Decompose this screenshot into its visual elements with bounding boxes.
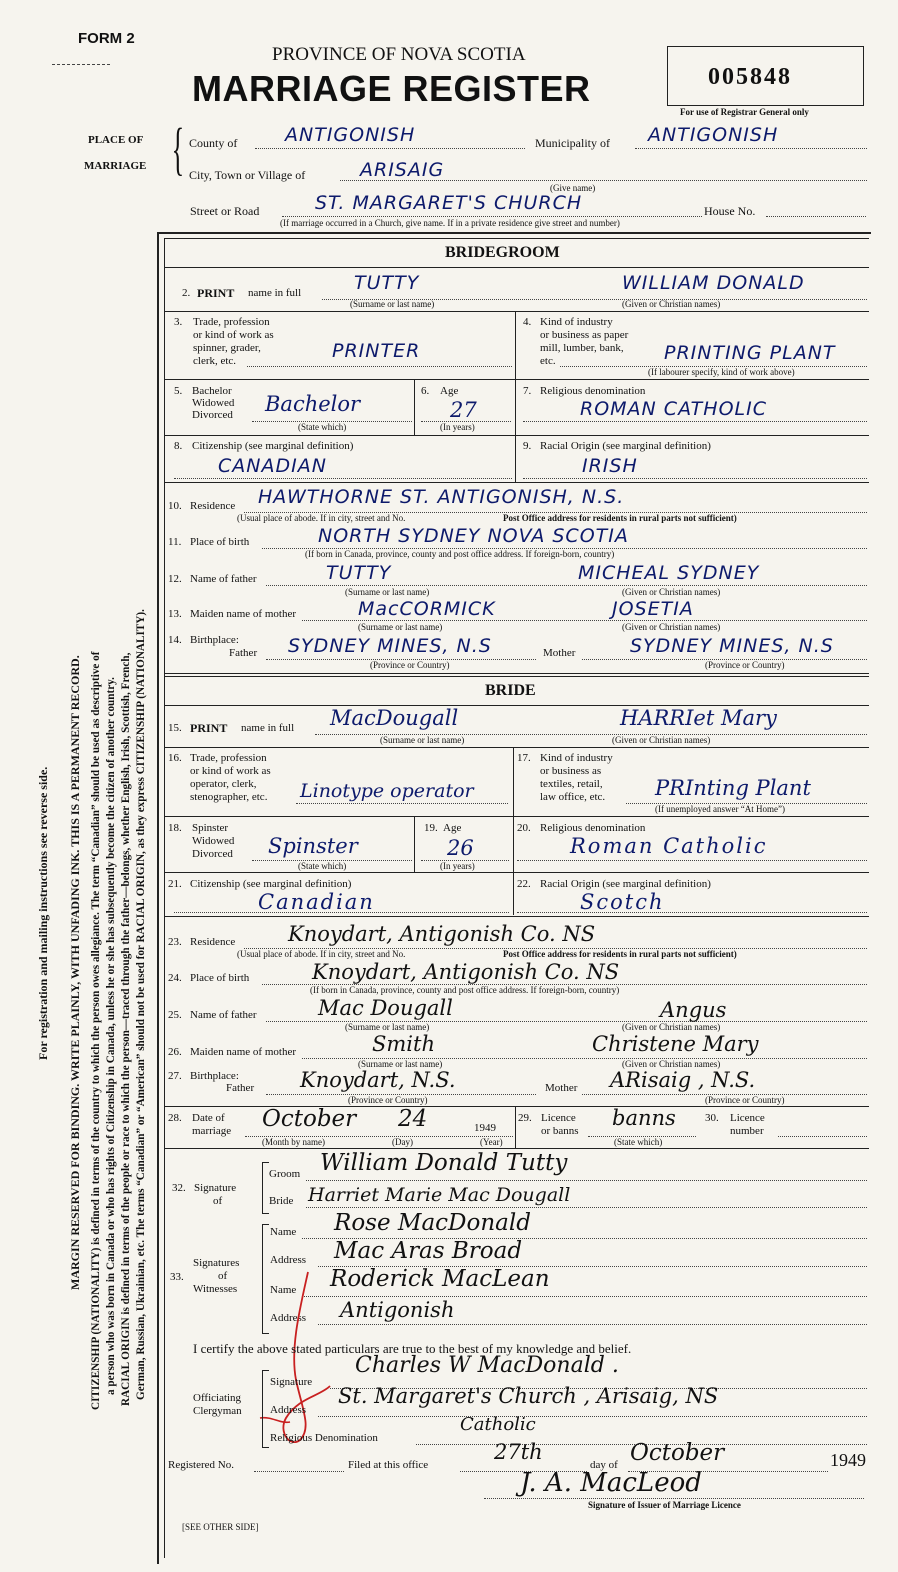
bride-given-names: HARRIet Mary bbox=[620, 706, 777, 730]
field-29-l2: or banns bbox=[541, 1125, 579, 1137]
groom-father-surname-caption: (Surname or last name) bbox=[345, 587, 430, 597]
field-12-label: Name of father bbox=[190, 573, 257, 585]
registrar-note: For use of Registrar General only bbox=[680, 107, 809, 117]
groom-residence: HAWTHORNE ST. ANTIGONISH, N.S. bbox=[258, 486, 625, 508]
bride-mother-given-caption: (Given or Christian names) bbox=[622, 1059, 721, 1069]
city-label: City, Town or Village of bbox=[189, 168, 306, 182]
certification-text: I certify the above stated particulars are true to the best of my knowledge and belief. bbox=[193, 1341, 632, 1356]
bride-birthplace-caption: (If born in Canada, province, county and post office address. If foreign-born, country) bbox=[310, 985, 620, 995]
bride-mother-surname-caption: (Surname or last name) bbox=[358, 1059, 443, 1069]
field-8-label: Citizenship (see marginal definition) bbox=[192, 440, 354, 452]
filed-year: 1949 bbox=[830, 1450, 866, 1470]
field-12-num: 12. bbox=[168, 573, 182, 585]
field-8-num: 8. bbox=[174, 440, 183, 452]
field-20-label: Religious denomination bbox=[540, 822, 646, 834]
field-5-l2: Widowed bbox=[192, 397, 235, 409]
groom-citizenship: CANADIAN bbox=[218, 455, 327, 477]
witness-2-name: Roderick MacLean bbox=[330, 1266, 550, 1292]
field-17-l3: textiles, retail, bbox=[540, 778, 603, 790]
field-30-num: 30. bbox=[705, 1112, 719, 1124]
margin-line-3: CITIZENSHIP (NATIONALITY) is defined in terms of the country to which the person owes allegiance. The term “Canadian” should be used as descriptive of bbox=[90, 651, 102, 1410]
register-number: 005848 bbox=[708, 64, 792, 90]
month-caption: (Month by name) bbox=[262, 1137, 325, 1147]
margin-line-1: For registration and mailing instructions see reverse side. bbox=[36, 766, 50, 1060]
field-4-l2: or business as paper bbox=[540, 329, 629, 341]
groom-status-caption: (State which) bbox=[298, 422, 347, 432]
field-3-l1: Trade, profession bbox=[193, 316, 270, 328]
field-22-label: Racial Origin (see marginal definition) bbox=[540, 878, 711, 890]
groom-racial-origin: IRISH bbox=[582, 455, 638, 477]
field-27-l2: Father bbox=[226, 1082, 255, 1094]
field-28-num: 28. bbox=[168, 1112, 182, 1124]
field-19-label: Age bbox=[443, 822, 462, 834]
marriage-year: 1949 bbox=[474, 1122, 496, 1134]
day-caption: (Day) bbox=[392, 1137, 413, 1147]
groom-birthplace: NORTH SYDNEY NOVA SCOTIA bbox=[318, 525, 629, 547]
field-28-l2: marriage bbox=[192, 1125, 232, 1137]
groom-mother-given: JOSETIA bbox=[612, 598, 694, 620]
witness-1-name-label: Name bbox=[270, 1226, 297, 1238]
field-21-label: Citizenship (see marginal definition) bbox=[190, 878, 352, 890]
field-16-num: 16. bbox=[168, 752, 182, 764]
field-14-l1: Birthplace: bbox=[190, 634, 239, 646]
field-3-l3: spinner, grader, bbox=[193, 342, 261, 354]
field-4-num: 4. bbox=[523, 316, 532, 328]
groom-given-names: WILLIAM DONALD bbox=[622, 272, 805, 294]
licence-or-banns: banns bbox=[612, 1106, 676, 1130]
issuer-signature: J. A. MacLeod bbox=[520, 1468, 702, 1498]
county-value: ANTIGONISH bbox=[285, 124, 416, 146]
bride-mother-birthplace: ARisaig , N.S. bbox=[610, 1068, 756, 1092]
bride-age: 26 bbox=[447, 836, 474, 860]
field-27-num: 27. bbox=[168, 1070, 182, 1082]
groom-residence-caption-1: (Usual place of abode. If in city, street and No. bbox=[237, 513, 406, 523]
bride-trade: Linotype operator bbox=[300, 780, 474, 802]
field-7-label: Religious denomination bbox=[540, 385, 646, 397]
field-26-num: 26. bbox=[168, 1046, 182, 1058]
registered-no-label: Registered No. bbox=[168, 1459, 234, 1471]
groom-father-birth-caption: (Province or Country) bbox=[370, 660, 450, 670]
field-17-l2: or business as bbox=[540, 765, 602, 777]
field-5-l1: Bachelor bbox=[192, 385, 232, 397]
field-15-label: name in full bbox=[241, 722, 295, 734]
field-14-l2: Father bbox=[229, 647, 258, 659]
field-2-print: PRINT bbox=[197, 286, 235, 300]
field-20-num: 20. bbox=[517, 822, 531, 834]
bride-industry-caption: (If unemployed answer “At Home”) bbox=[655, 804, 785, 814]
groom-age-caption: (In years) bbox=[440, 422, 475, 432]
field-33-l2: of bbox=[218, 1270, 228, 1282]
bride-age-caption: (In years) bbox=[440, 861, 475, 871]
bride-given-caption: (Given or Christian names) bbox=[612, 735, 711, 745]
bride-father-birth-caption: (Province or Country) bbox=[348, 1095, 428, 1105]
witness-2-name-label: Name bbox=[270, 1284, 297, 1296]
field-13-num: 13. bbox=[168, 608, 182, 620]
bride-mother-label: Mother bbox=[545, 1082, 578, 1094]
marriage-month: October bbox=[262, 1106, 357, 1132]
field-28-l1: Date of bbox=[192, 1112, 225, 1124]
issuer-caption: Signature of Issuer of Marriage Licence bbox=[588, 1500, 741, 1510]
field-7-num: 7. bbox=[523, 385, 532, 397]
groom-industry: PRINTING PLANT bbox=[664, 342, 836, 364]
field-17-l1: Kind of industry bbox=[540, 752, 613, 764]
groom-age: 27 bbox=[450, 398, 477, 422]
field-9-label: Racial Origin (see marginal definition) bbox=[540, 440, 711, 452]
field-24-label: Place of birth bbox=[190, 972, 250, 984]
groom-surname: TUTTY bbox=[354, 272, 420, 294]
field-13-label: Maiden name of mother bbox=[190, 608, 296, 620]
groom-surname-caption: (Surname or last name) bbox=[350, 299, 435, 309]
witness-2-address-label: Address bbox=[270, 1312, 307, 1324]
filed-label: Filed at this office bbox=[348, 1459, 429, 1471]
bride-residence-caption-2: Post Office address for residents in rural parts not sufficient) bbox=[503, 949, 737, 959]
bride-father-surname-caption: (Surname or last name) bbox=[345, 1022, 430, 1032]
bride-mother-birth-caption: (Province or Country) bbox=[705, 1095, 785, 1105]
field-4-l1: Kind of industry bbox=[540, 316, 613, 328]
field-32-num: 32. bbox=[172, 1182, 186, 1194]
clergy-signature-label: Signature bbox=[270, 1376, 313, 1388]
field-16-l2: or kind of work as bbox=[190, 765, 271, 777]
street-note: (If marriage occurred in a Church, give name. If in a private residence give street and number) bbox=[280, 218, 620, 228]
bride-surname-caption: (Surname or last name) bbox=[380, 735, 465, 745]
field-29-l1: Licence bbox=[541, 1112, 576, 1124]
municipality-label: Municipality of bbox=[535, 136, 610, 150]
groom-industry-caption: (If labourer specify, kind of work above) bbox=[648, 367, 795, 377]
clergy-address: St. Margaret's Church , Arisaig, NS bbox=[338, 1384, 719, 1408]
field-18-l1: Spinster bbox=[192, 822, 229, 834]
bride-father-birthplace: Knoydart, N.S. bbox=[300, 1068, 456, 1092]
groom-status: Bachelor bbox=[265, 392, 361, 416]
bride-father-given: Angus bbox=[660, 998, 727, 1022]
bride-signature-label: Bride bbox=[269, 1195, 294, 1207]
field-30-l1: Licence bbox=[730, 1112, 765, 1124]
groom-given-caption: (Given or Christian names) bbox=[622, 299, 721, 309]
field-16-l4: stenographer, etc. bbox=[190, 791, 268, 803]
licence-state-caption: (State which) bbox=[614, 1137, 663, 1147]
field-10-num: 10. bbox=[168, 500, 182, 512]
see-other-side: [SEE OTHER SIDE] bbox=[182, 1522, 259, 1532]
field-2-label: name in full bbox=[248, 287, 302, 299]
groom-father-surname: TUTTY bbox=[326, 562, 392, 584]
field-23-num: 23. bbox=[168, 936, 182, 948]
county-label: County of bbox=[189, 136, 238, 150]
bride-status-caption: (State which) bbox=[298, 861, 347, 871]
groom-trade: PRINTER bbox=[332, 340, 421, 362]
street-label: Street or Road bbox=[190, 204, 260, 218]
bride-father-given-caption: (Given or Christian names) bbox=[622, 1022, 721, 1032]
field-33-num: 33. bbox=[170, 1271, 184, 1283]
binding-hole-mark bbox=[52, 64, 110, 65]
clergy-bracket bbox=[262, 1370, 269, 1448]
field-14-num: 14. bbox=[168, 634, 182, 646]
field-10-label: Residence bbox=[190, 500, 236, 512]
field-23-label: Residence bbox=[190, 936, 236, 948]
street-value: ST. MARGARET'S CHURCH bbox=[315, 192, 583, 214]
field-18-l3: Divorced bbox=[192, 848, 233, 860]
groom-signature: William Donald Tutty bbox=[320, 1150, 568, 1176]
groom-father-given-caption: (Given or Christian names) bbox=[622, 587, 721, 597]
field-33-l1: Signatures bbox=[193, 1257, 240, 1269]
groom-father-birthplace: SYDNEY MINES, N.S bbox=[288, 635, 492, 657]
field-18-num: 18. bbox=[168, 822, 182, 834]
bride-surname: MacDougall bbox=[330, 706, 459, 730]
bride-citizenship: Canadian bbox=[258, 890, 375, 914]
groom-mother-label: Mother bbox=[543, 647, 576, 659]
field-32-l2: of bbox=[213, 1195, 223, 1207]
groom-mother-surname: MacCORMICK bbox=[358, 598, 496, 620]
groom-birthplace-caption: (If born in Canada, province, county and post office address. If foreign-born, country) bbox=[305, 549, 615, 559]
field-3-num: 3. bbox=[174, 316, 183, 328]
house-no-label: House No. bbox=[704, 204, 756, 218]
margin-line-2: MARGIN RESERVED FOR BINDING. WRITE PLAINLY, WITH UNFADING INK. THIS IS A PERMANENT RECORD. bbox=[68, 655, 82, 1290]
bride-mother-surname: Smith bbox=[372, 1032, 435, 1056]
bride-mother-given: Christene Mary bbox=[592, 1032, 759, 1056]
field-6-num: 6. bbox=[421, 385, 430, 397]
witness-1-name: Rose MacDonald bbox=[334, 1210, 531, 1236]
marriage-day: 24 bbox=[398, 1106, 428, 1132]
bride-residence-caption-1: (Usual place of abode. If in city, street and No. bbox=[237, 949, 406, 959]
place-of-label: PLACE OF bbox=[88, 134, 144, 146]
province-heading: PROVINCE OF NOVA SCOTIA bbox=[272, 44, 526, 65]
page-title: MARRIAGE REGISTER bbox=[192, 68, 591, 109]
groom-father-given: MICHEAL SYDNEY bbox=[578, 562, 760, 584]
bride-status: Spinster bbox=[268, 834, 358, 858]
bride-signature: Harriet Marie Mac Dougall bbox=[308, 1184, 571, 1206]
filed-day: 27th bbox=[494, 1440, 543, 1464]
field-32-l1: Signature bbox=[194, 1182, 237, 1194]
groom-religion: ROMAN CATHOLIC bbox=[580, 398, 767, 420]
field-4-l4: etc. bbox=[540, 355, 556, 367]
field-6-label: Age bbox=[440, 385, 459, 397]
signature-bracket bbox=[262, 1162, 269, 1214]
bride-residence: Knoydart, Antigonish Co. NS bbox=[288, 922, 596, 946]
margin-line-6: German, Russian, Ukrainian, etc. The terms “Canadian” or “American” should not be used for RACIAL ORIGIN, as they express CITIZENSHIP (NATIONALITY). bbox=[135, 609, 147, 1400]
municipality-value: ANTIGONISH bbox=[648, 124, 779, 146]
field-5-l3: Divorced bbox=[192, 409, 233, 421]
bride-father-surname: Mac Dougall bbox=[318, 996, 453, 1020]
witness-1-address: Mac Aras Broad bbox=[334, 1238, 523, 1264]
form-number: FORM 2 bbox=[78, 30, 135, 47]
field-3-l2: or kind of work as bbox=[193, 329, 274, 341]
field-19-num: 19. bbox=[424, 822, 438, 834]
field-16-l1: Trade, profession bbox=[190, 752, 267, 764]
field-11-label: Place of birth bbox=[190, 536, 250, 548]
officiating-label-1: Officiating bbox=[193, 1392, 242, 1404]
field-25-label: Name of father bbox=[190, 1009, 257, 1021]
filed-month: October bbox=[630, 1440, 725, 1466]
field-30-l2: number bbox=[730, 1125, 764, 1137]
field-3-l4: clerk, etc. bbox=[193, 355, 237, 367]
groom-mother-birthplace: SYDNEY MINES, N.S bbox=[630, 635, 834, 657]
field-5-num: 5. bbox=[174, 385, 183, 397]
field-24-num: 24. bbox=[168, 972, 182, 984]
give-name-caption: (Give name) bbox=[550, 183, 596, 193]
clergy-denomination: Catholic bbox=[460, 1414, 536, 1435]
field-11-num: 11. bbox=[168, 536, 182, 548]
margin-line-5: RACIAL ORIGIN is defined in terms of the people or race to which the person—traced through the father—belongs, whether English, Irish, Scottish, French, bbox=[120, 652, 132, 1406]
officiating-label-2: Clergyman bbox=[193, 1405, 242, 1417]
field-4-l3: mill, lumber, bank, bbox=[540, 342, 624, 354]
bride-birthplace: Knoydart, Antigonish Co. NS bbox=[312, 960, 620, 984]
bride-religion: Roman Catholic bbox=[570, 834, 768, 858]
field-15-num: 15. bbox=[168, 722, 182, 734]
bride-heading: BRIDE bbox=[485, 682, 536, 699]
place-brace: { bbox=[171, 116, 185, 181]
marriage-label: MARRIAGE bbox=[84, 160, 147, 172]
field-16-l3: operator, clerk, bbox=[190, 778, 257, 790]
bride-racial-origin: Scotch bbox=[580, 890, 665, 914]
witness-2-address: Antigonish bbox=[340, 1298, 455, 1322]
field-29-num: 29. bbox=[518, 1112, 532, 1124]
field-25-num: 25. bbox=[168, 1009, 182, 1021]
field-21-num: 21. bbox=[168, 878, 182, 890]
margin-line-4: a person who was born in Canada or who has rights of Citizenship in Canada, unless he or she has subsequently become the citizen of another country. bbox=[105, 677, 117, 1395]
day-of-label: day of bbox=[590, 1459, 618, 1471]
clergy-signature: Charles W MacDonald . bbox=[355, 1353, 619, 1378]
bridegroom-heading: BRIDEGROOM bbox=[445, 244, 560, 261]
clergy-address-label: Address bbox=[270, 1404, 307, 1416]
year-caption: (Year) bbox=[480, 1137, 503, 1147]
field-2-num: 2. bbox=[182, 287, 191, 299]
field-22-num: 22. bbox=[517, 878, 531, 890]
field-17-num: 17. bbox=[517, 752, 531, 764]
field-26-label: Maiden name of mother bbox=[190, 1046, 296, 1058]
witness-1-address-label: Address bbox=[270, 1254, 307, 1266]
groom-mother-surname-caption: (Surname or last name) bbox=[358, 622, 443, 632]
field-15-print: PRINT bbox=[190, 721, 228, 735]
bride-industry: PRInting Plant bbox=[655, 776, 811, 800]
city-value: ARISAIG bbox=[360, 159, 445, 181]
denomination-label: Religious Denomination bbox=[270, 1432, 378, 1444]
field-18-l2: Widowed bbox=[192, 835, 235, 847]
groom-residence-caption-2: Post Office address for residents in rural parts not sufficient) bbox=[503, 513, 737, 523]
groom-mother-given-caption: (Given or Christian names) bbox=[622, 622, 721, 632]
groom-mother-birth-caption: (Province or Country) bbox=[705, 660, 785, 670]
field-17-l4: law office, etc. bbox=[540, 791, 606, 803]
field-27-l1: Birthplace: bbox=[190, 1070, 239, 1082]
field-33-l3: Witnesses bbox=[193, 1283, 238, 1295]
field-9-num: 9. bbox=[523, 440, 532, 452]
groom-signature-label: Groom bbox=[269, 1168, 301, 1180]
